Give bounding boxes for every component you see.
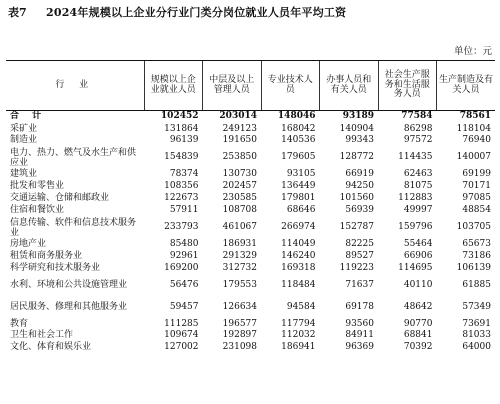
wage-value: 169318 — [281, 262, 316, 273]
wage-value: 114435 — [398, 152, 433, 163]
wage-value: 101560 — [339, 193, 374, 204]
industry-name: 制造业 — [10, 135, 38, 146]
wage-value: 94584 — [286, 301, 316, 312]
wage-value: 85480 — [169, 238, 199, 249]
wage-value: 65673 — [462, 238, 491, 249]
wage-value: 66906 — [403, 250, 433, 261]
column-header: 行 业 — [6, 61, 144, 111]
wage-value: 146240 — [281, 250, 316, 261]
header-row — [6, 61, 495, 111]
column-header: 规模以上企业就业人员 — [144, 61, 203, 111]
column-header: 办事人员和有关人员 — [320, 61, 379, 111]
wage-value: 266974 — [281, 221, 316, 232]
wage-value: 94250 — [345, 181, 374, 192]
industry-name: 房地产业 — [10, 238, 47, 249]
wage-value: 56476 — [169, 279, 199, 290]
table-row — [6, 330, 495, 342]
wage-value: 249123 — [222, 123, 257, 134]
wage-value: 102452 — [160, 111, 199, 122]
wage-value: 179801 — [281, 193, 316, 204]
wage-value: 78374 — [169, 169, 199, 180]
wage-value: 128772 — [339, 152, 374, 163]
industry-name: 住宿和餐饮业 — [10, 204, 65, 215]
wage-value: 291329 — [222, 250, 257, 261]
industry-name: 居民服务、修理和其他服务业 — [10, 302, 128, 313]
wage-value: 82225 — [345, 238, 374, 249]
wage-value: 103705 — [456, 221, 491, 232]
wage-value: 118104 — [456, 123, 491, 134]
wage-value: 114049 — [281, 238, 316, 249]
table-row — [6, 251, 495, 263]
wage-value: 108356 — [164, 181, 199, 192]
wage-value: 233793 — [164, 221, 199, 232]
industry-name: 科学研究和技术服务业 — [10, 262, 101, 273]
wage-value: 68646 — [286, 204, 316, 215]
total-row — [6, 111, 495, 124]
wage-value: 169200 — [164, 262, 199, 273]
wage-value: 312732 — [222, 262, 257, 273]
wage-value: 97572 — [403, 135, 433, 146]
wage-value: 59457 — [169, 301, 199, 312]
table-row — [6, 342, 495, 354]
wage-value: 461067 — [222, 221, 257, 232]
industry-name: 信息传输、软件和信息技术服务业 — [10, 217, 137, 238]
wage-value: 70392 — [403, 342, 433, 353]
table-row — [6, 275, 495, 297]
wage-value: 48854 — [462, 204, 491, 215]
industry-name: 租赁和商务服务业 — [10, 250, 83, 261]
wage-value: 86298 — [403, 123, 433, 134]
wage-value: 62463 — [403, 169, 433, 180]
table-row — [6, 169, 495, 181]
wage-value: 119223 — [339, 262, 374, 273]
industry-name: 卫生和社会工作 — [10, 330, 74, 341]
wage-value: 159796 — [398, 221, 433, 232]
wage-value: 140007 — [456, 152, 491, 163]
wage-value: 131864 — [164, 123, 199, 134]
wage-value: 109674 — [164, 330, 199, 341]
table-row — [6, 205, 495, 217]
wage-value: 140536 — [281, 135, 316, 146]
wage-value: 90770 — [403, 318, 433, 329]
wage-table — [6, 60, 495, 354]
wage-value: 84911 — [345, 330, 374, 341]
wage-value: 168042 — [281, 123, 316, 134]
wage-value: 179553 — [222, 279, 257, 290]
industry-name: 批发和零售业 — [10, 181, 65, 192]
wage-value: 186931 — [222, 238, 257, 249]
wage-value: 93189 — [342, 111, 374, 122]
wage-value: 57349 — [462, 301, 491, 312]
unit-label: 单位：元 — [453, 46, 492, 57]
wage-value: 196577 — [222, 318, 257, 329]
wage-value: 122673 — [164, 193, 199, 204]
wage-value: 96369 — [345, 342, 374, 353]
wage-value: 140904 — [339, 123, 374, 134]
wage-value: 203014 — [219, 111, 257, 122]
wage-value: 112883 — [398, 193, 433, 204]
wage-value: 114695 — [398, 262, 433, 273]
industry-name: 交通运输、仓储和邮政业 — [10, 193, 110, 204]
wage-value: 81075 — [403, 181, 433, 192]
wage-value: 81033 — [462, 330, 491, 341]
table-row — [6, 319, 495, 331]
column-header: 专业技术人员 — [261, 61, 320, 111]
wage-value: 89527 — [345, 250, 374, 261]
wage-value: 108708 — [222, 204, 257, 215]
industry-name: 建筑业 — [10, 169, 38, 180]
table-row — [6, 124, 495, 136]
wage-value: 61885 — [462, 279, 491, 290]
table-row — [6, 297, 495, 319]
wage-value: 148046 — [277, 111, 316, 122]
column-header: 生产制造及有关人员 — [437, 61, 496, 111]
table-row — [6, 217, 495, 239]
wage-value: 154839 — [164, 152, 199, 163]
industry-name: 合 计 — [10, 111, 47, 122]
wage-value: 71637 — [345, 279, 374, 290]
wage-value: 55464 — [403, 238, 433, 249]
column-header: 中层及以上管理人员 — [203, 61, 262, 111]
wage-value: 117794 — [281, 318, 316, 329]
wage-value: 152787 — [339, 221, 374, 232]
wage-value: 253850 — [222, 152, 257, 163]
wage-value: 106139 — [456, 262, 491, 273]
wage-value: 73691 — [462, 318, 491, 329]
table-row — [6, 263, 495, 275]
wage-value: 66919 — [345, 169, 374, 180]
wage-value: 48642 — [403, 301, 433, 312]
table-row — [6, 181, 495, 193]
wage-value: 40110 — [403, 279, 433, 290]
wage-value: 112032 — [281, 330, 316, 341]
wage-value: 78561 — [459, 111, 491, 122]
industry-name: 电力、热力、燃气及水生产和供应业 — [10, 147, 137, 169]
wage-value: 179605 — [281, 152, 316, 163]
wage-value: 70171 — [462, 181, 491, 192]
wage-value: 192897 — [222, 330, 257, 341]
wage-value: 111285 — [164, 318, 199, 329]
wage-value: 230585 — [222, 193, 257, 204]
table-number: 表7 — [8, 6, 27, 19]
wage-value: 130730 — [222, 169, 257, 180]
wage-value: 136449 — [281, 181, 316, 192]
wage-value: 77584 — [401, 111, 433, 122]
wage-value: 97085 — [462, 193, 491, 204]
industry-name: 水利、环境和公共设施管理业 — [10, 280, 128, 291]
wage-value: 93560 — [345, 318, 374, 329]
wage-value: 118484 — [281, 279, 316, 290]
wage-value: 68841 — [403, 330, 433, 341]
table-row — [6, 193, 495, 205]
wage-value: 202457 — [222, 181, 257, 192]
wage-value: 186941 — [281, 342, 316, 353]
wage-value: 96139 — [169, 135, 199, 146]
table-row — [6, 135, 495, 147]
wage-value: 92961 — [169, 250, 199, 261]
wage-value: 76940 — [462, 135, 491, 146]
wage-value: 93105 — [286, 169, 316, 180]
title-row — [8, 4, 494, 20]
wage-value: 56939 — [345, 204, 374, 215]
page-title: 2024年规模以上企业分行业门类分岗位就业人员年平均工资 — [46, 6, 347, 19]
wage-value: 64000 — [462, 342, 491, 353]
table-row — [6, 239, 495, 251]
industry-name: 采矿业 — [10, 123, 38, 134]
wage-value: 126634 — [222, 301, 257, 312]
wage-value: 69199 — [462, 169, 491, 180]
wage-value: 191650 — [222, 135, 257, 146]
table-row — [6, 147, 495, 169]
industry-name: 教育 — [10, 318, 29, 329]
column-header: 社会生产服务和生活服务人员 — [378, 61, 437, 111]
wage-value: 73186 — [462, 250, 491, 261]
wage-value: 127002 — [164, 342, 199, 353]
wage-value: 57911 — [169, 204, 199, 215]
wage-value: 231098 — [222, 342, 257, 353]
industry-name: 文化、体育和娱乐业 — [10, 342, 92, 353]
wage-value: 99343 — [345, 135, 374, 146]
wage-value: 69178 — [345, 301, 374, 312]
wage-value: 49997 — [403, 204, 433, 215]
